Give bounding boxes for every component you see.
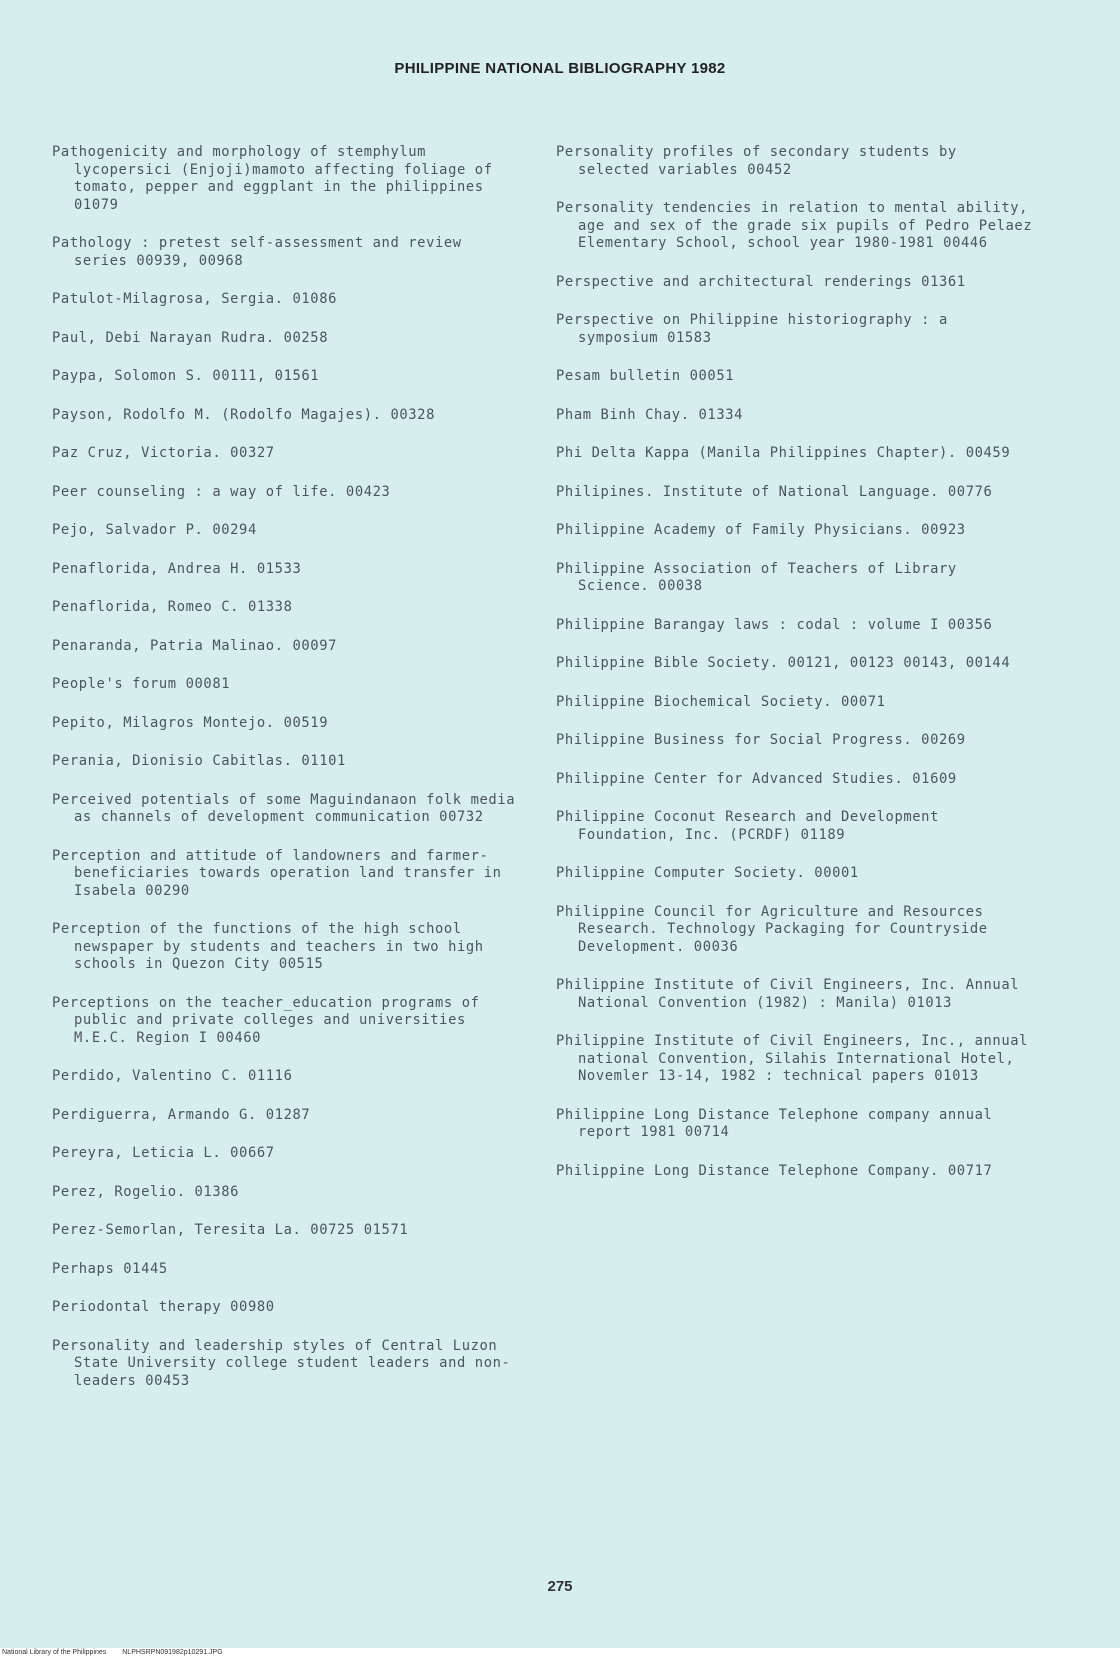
bib-entry: Philippine Bible Society. 00121, 00123 00143, 00144 (556, 655, 1011, 671)
bib-entry: Peer counseling : a way of life. 00423 (52, 483, 391, 500)
bib-entry: Perceptions on the teacher_education programs of public and private colleges and universities M.E.C. Region I 00460 (52, 994, 480, 1046)
bib-entry: Pathology : pretest self-assessment and review series 00939, 00968 (52, 235, 462, 269)
bib-entry: Pesam bulletin 00051 (556, 368, 735, 384)
bib-entry: Philippine Center for Advanced Studies. 01609 (556, 770, 957, 787)
footer-filename: NLPHSRPN091982p10291.JPG (122, 1649, 223, 1656)
scan-footer (0, 1648, 1120, 1658)
bib-entry: Perceived potentials of some Maguindanaon folk media as channels of development communication 00732 (52, 791, 516, 825)
bib-entry: Patulot-Milagrosa, Sergia. 01086 (52, 291, 338, 307)
bib-entry: Paul, Debi Narayan Rudra. 00258 (52, 329, 329, 346)
bib-entry: Personality profiles of secondary students by selected variables 00452 (556, 144, 957, 178)
bib-entry: Perspective on Philippine historiography : a symposium 01583 (556, 312, 948, 346)
bib-entry: Perception and attitude of landowners and farmer-beneficiaries towards operation land transfer in Isabela 00290 (52, 847, 502, 899)
bib-entry: Pham Binh Chay. 01334 (556, 406, 744, 423)
bib-entry: Perdiguerra, Armando G. 01287 (52, 1106, 311, 1123)
bib-entry: Paz Cruz, Victoria. 00327 (52, 445, 275, 461)
footer-library: National Library of the Philippines (2, 1649, 107, 1656)
left-column (52, 144, 522, 1411)
bib-entry: Philippine Barangay laws : codal : volume I 00356 (556, 616, 993, 633)
bib-entry: Philippine Business for Social Progress. 00269 (556, 732, 966, 748)
bib-entry: Pejo, Salvador P. 00294 (52, 522, 257, 538)
bib-entry: Perania, Dionisio Cabitlas. 01101 (52, 753, 346, 769)
bib-entry: Personality and leadership styles of Central Luzon State University college student leaders and non-leaders 00453 (52, 1337, 511, 1389)
bib-entry: Paypa, Solomon S. 00111, 01561 (52, 368, 320, 384)
bib-entry: Perdido, Valentino C. 01116 (52, 1068, 293, 1084)
page-header: PHILIPPINE NATIONAL BIBLIOGRAPHY 1982 (394, 60, 726, 77)
bib-entry: Periodontal therapy 00980 (52, 1299, 275, 1315)
bib-entry: Philippine Academy of Family Physicians. 00923 (556, 522, 966, 538)
bib-entry: Philippine Biochemical Society. 00071 (556, 693, 886, 710)
bib-entry: Philippine Coconut Research and Development Foundation, Inc. (PCRDF) 01189 (556, 809, 939, 843)
bib-entry: Perhaps 01445 (52, 1260, 168, 1277)
bib-entry: Penaflorida, Romeo C. 01338 (52, 599, 293, 615)
bib-entry: Philippine Institute of Civil Engineers, Inc., annual national Convention, Silahis International Hotel, Novemler 13-14, 1982 : technical papers 01013 (556, 1033, 1029, 1084)
right-column (556, 144, 1036, 1201)
bib-entry: Perez, Rogelio. 01386 (52, 1183, 240, 1200)
bib-entry: Pereyra, Leticia L. 00667 (52, 1145, 275, 1161)
bib-entry: Philippine Long Distance Telephone company annual report 1981 00714 (556, 1106, 993, 1140)
bib-entry: Philippine Long Distance Telephone Company. 00717 (556, 1162, 993, 1179)
bib-entry: Pathogenicity and morphology of stemphylum lycopersici (Enjoji)mamoto affecting foliage of tomato, pepper and eggplant in the philippines 01079 (52, 144, 493, 213)
bib-entry: Perception of the functions of the high school newspaper by students and teachers in two high schools in Quezon City 00515 (52, 921, 484, 972)
bib-entry: Perez-Semorlan, Teresita La. 00725 01571 (52, 1222, 409, 1238)
bib-entry: Philippine Institute of Civil Engineers, Inc. Annual National Convention (1982) : Manila) 01013 (556, 977, 1020, 1011)
bib-entry: Philippine Computer Society. 00001 (556, 865, 859, 881)
bib-entry: Perspective and architectural renderings 01361 (556, 273, 966, 290)
bib-entry: People's forum 00081 (52, 676, 231, 692)
bib-entry: Penaflorida, Andrea H. 01533 (52, 560, 302, 577)
bib-entry: Pepito, Milagros Montejo. 00519 (52, 714, 329, 731)
bib-entry: Philipines. Institute of National Language. 00776 (556, 483, 993, 500)
bib-entry: Penaranda, Patria Malinao. 00097 (52, 637, 338, 654)
bib-entry: Payson, Rodolfo M. (Rodolfo Magajes). 00328 (52, 406, 435, 423)
bib-entry: Philippine Council for Agriculture and Resources Research. Technology Packaging for Countryside Development. 00036 (556, 903, 988, 955)
page-number: 275 (547, 1578, 573, 1595)
bib-entry: Phi Delta Kappa (Manila Philippines Chapter). 00459 (556, 445, 1011, 461)
bib-entry: Philippine Association of Teachers of Library Science. 00038 (556, 560, 957, 594)
bib-entry: Personality tendencies in relation to mental ability, age and sex of the grade six pupils of Pedro Pelaez Elementary School, school year 1980-1981 00446 (556, 200, 1033, 251)
